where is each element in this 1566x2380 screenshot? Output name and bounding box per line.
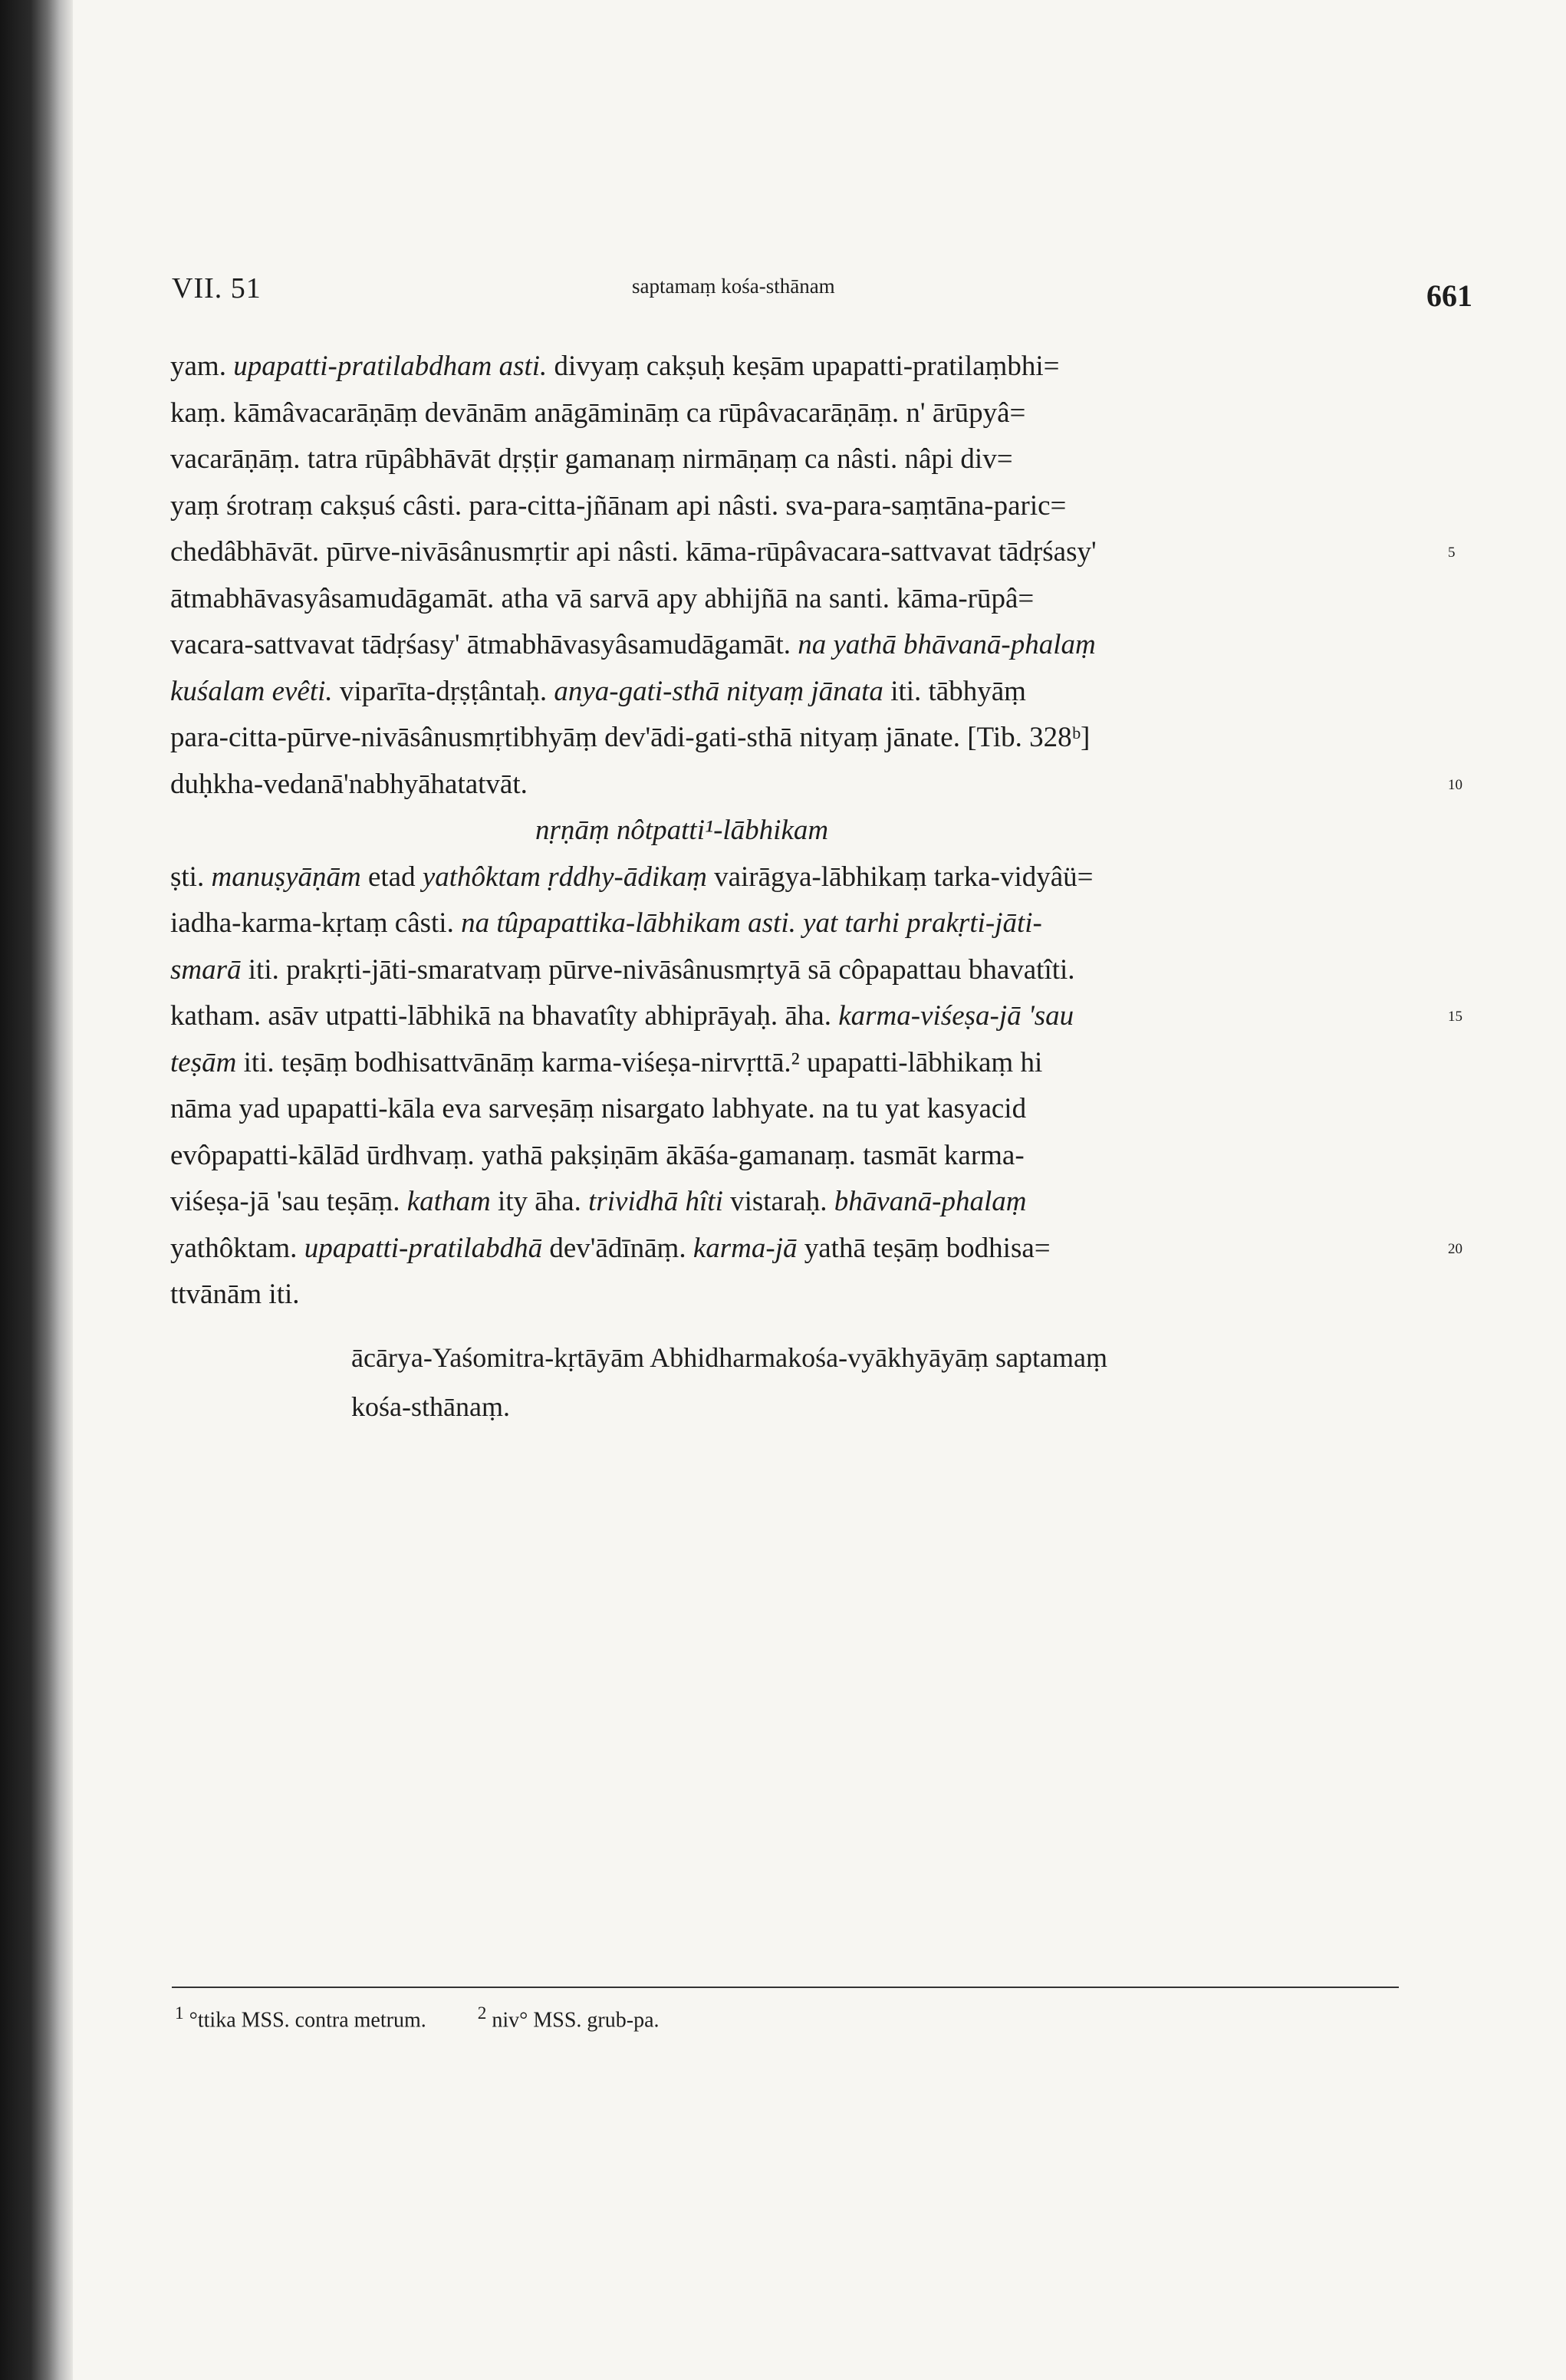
text-line bbox=[170, 947, 1413, 994]
page-number: 661 bbox=[1426, 278, 1472, 313]
text-line bbox=[170, 483, 1413, 530]
text-run: vistaraḥ. bbox=[722, 1186, 834, 1217]
text-run: yathôktam. bbox=[170, 1232, 304, 1264]
italic-run: karma-viśeṣa-jā 'sau bbox=[838, 1000, 1074, 1032]
text-line bbox=[170, 1086, 1413, 1133]
text-run: duḥkha-vedanā'nabhyāhatatvāt. bbox=[170, 768, 528, 800]
text-line bbox=[170, 1272, 1413, 1318]
colophon bbox=[351, 1333, 1425, 1431]
text-line bbox=[170, 715, 1413, 762]
text-line bbox=[170, 576, 1413, 623]
text-run: viśeṣa-jā 'sau teṣāṃ. bbox=[170, 1186, 407, 1217]
italic-run: bhāvanā-phalaṃ bbox=[834, 1186, 1027, 1217]
text-line bbox=[170, 390, 1413, 437]
text-run: etad bbox=[360, 861, 423, 893]
text-line bbox=[170, 854, 1413, 901]
text-run: vacara-sattvavat tādṛśasy' ātmabhāvasyâsamudāgamāt. bbox=[170, 629, 798, 660]
text-run: vacarāṇāṃ. tatra rūpâbhāvāt dṛṣṭir gamanaṃ nirmāṇaṃ ca nâsti. nâpi div= bbox=[170, 443, 1013, 475]
footnote-number: 1 bbox=[175, 2003, 184, 2023]
text-run: chedâbhāvāt. pūrve-nivāsânusmṛtir api nâsti. kāma-rūpâvacara-sattvavat tādṛśasy' bbox=[170, 536, 1097, 568]
italic-run: kuśalam evêti. bbox=[170, 675, 333, 707]
footnote-text: niv° MSS. grub-pa. bbox=[492, 2008, 660, 2033]
text-line bbox=[170, 436, 1413, 483]
text-line bbox=[170, 808, 1413, 854]
text-line bbox=[170, 993, 1413, 1040]
text-line bbox=[170, 1133, 1413, 1180]
footnote-number: 2 bbox=[477, 2003, 487, 2023]
text-line bbox=[170, 529, 1413, 576]
text-run: dev'ādīnāṃ. bbox=[542, 1232, 693, 1264]
italic-run: na tûpapattika-lābhikam asti. yat tarhi prakṛti-jāti- bbox=[461, 907, 1042, 939]
italic-run: manuṣyāṇām bbox=[211, 861, 361, 893]
italic-run: yathôktam ṛddhy-ādikaṃ bbox=[422, 861, 707, 893]
colophon-line: kośa-sthānaṃ. bbox=[351, 1391, 510, 1422]
text-run: para-citta-pūrve-nivāsânusmṛtibhyāṃ dev'ādi-gati-sthā nityaṃ jānate. [Tib. 328ᵇ] bbox=[170, 722, 1091, 753]
text-line bbox=[170, 900, 1413, 947]
text-run: vairāgya-lābhikaṃ tarka-vidyâü= bbox=[706, 861, 1094, 893]
book-binding-shadow bbox=[0, 0, 73, 2380]
text-run: yaṃ śrotraṃ cakṣuś câsti. para-citta-jñānam api nâsti. sva-para-saṃtāna-paric= bbox=[170, 489, 1067, 522]
line-number: 10 bbox=[1448, 776, 1462, 793]
running-title: saptamaṃ kośa-sthānam bbox=[632, 275, 835, 298]
colophon-line: ācārya-Yaśomitra-kṛtāyām Abhidharmakośa-vyākhyāyāṃ saptamaṃ bbox=[351, 1342, 1108, 1373]
text-run: evôpapatti-kālād ūrdhvaṃ. yathā pakṣiṇām ākāśa-gamanaṃ. tasmāt karma- bbox=[170, 1139, 1025, 1171]
text-run: divyaṃ cakṣuḥ keṣām upapatti-pratilaṃbhi= bbox=[547, 351, 1060, 382]
text-run: iti. tābhyāṃ bbox=[883, 675, 1026, 707]
footnote-rule bbox=[172, 1987, 1399, 1988]
line-number: 5 bbox=[1448, 545, 1456, 561]
footnote bbox=[478, 2003, 660, 2033]
italic-run: na yathā bhāvanā-phalaṃ bbox=[798, 629, 1096, 660]
text-run: ttvānām iti. bbox=[170, 1279, 300, 1310]
text-run: ṣti. bbox=[170, 861, 212, 893]
text-run: yam. bbox=[170, 351, 234, 382]
text-run: yathā teṣāṃ bodhisa= bbox=[797, 1232, 1051, 1264]
text-run: iti. prakṛti-jāti-smaratvaṃ pūrve-nivāsânusmṛtyā sā côpapattau bhavatîti. bbox=[241, 953, 1075, 986]
text-run: kaṃ. kāmâvacarāṇāṃ devānām anāgāmināṃ ca rūpâvacarāṇāṃ. n' ārūpyâ= bbox=[170, 397, 1026, 429]
footnotes bbox=[175, 2003, 660, 2033]
italic-run: smarā bbox=[170, 953, 242, 986]
text-run: viparīta-dṛṣṭântaḥ. bbox=[332, 675, 554, 707]
text-line bbox=[170, 1179, 1413, 1226]
text-run: ātmabhāvasyâsamudāgamāt. atha vā sarvā apy abhijñā na santi. kāma-rūpâ= bbox=[170, 582, 1035, 614]
page-header bbox=[172, 268, 1506, 322]
text-line bbox=[170, 622, 1413, 669]
italic-run: karma-jā bbox=[693, 1232, 798, 1264]
italic-run: trividhā hîti bbox=[588, 1186, 723, 1217]
text-run: nāma yad upapatti-kāla eva sarveṣāṃ nisargato labhyate. na tu yat kasyacid bbox=[170, 1093, 1027, 1124]
text-line bbox=[170, 762, 1413, 808]
text-run: katham. asāv utpatti-lābhikā na bhavatîty abhiprāyaḥ. āha. bbox=[170, 1000, 839, 1032]
text-run: iti. teṣāṃ bodhisattvānāṃ karma-viśeṣa-nirvṛttā.² upapatti-lābhikaṃ hi bbox=[236, 1046, 1043, 1078]
text-line bbox=[170, 344, 1413, 390]
footnote bbox=[175, 2003, 426, 2033]
italic-run: upapatti-pratilabdhā bbox=[304, 1232, 543, 1264]
footnote-text: °ttika MSS. contra metrum. bbox=[189, 2008, 426, 2033]
italic-run: teṣām bbox=[170, 1046, 237, 1078]
italic-run: upapatti-pratilabdham asti. bbox=[233, 351, 548, 382]
body-text bbox=[170, 344, 1413, 1318]
italic-run: anya-gati-sthā nityaṃ jānata bbox=[554, 675, 883, 707]
text-line bbox=[170, 669, 1413, 716]
chapter-verse-ref: VII. 51 bbox=[172, 272, 262, 304]
line-number: 20 bbox=[1448, 1240, 1462, 1257]
italic-run: katham bbox=[406, 1186, 491, 1217]
text-line bbox=[170, 1040, 1413, 1087]
text-run: iadha-karma-kṛtaṃ câsti. bbox=[170, 907, 462, 939]
line-number: 15 bbox=[1448, 1009, 1462, 1025]
italic-run: nṛṇāṃ nôtpatti¹-lābhikam bbox=[535, 815, 829, 846]
text-line bbox=[170, 1226, 1413, 1272]
text-run: ity āha. bbox=[490, 1186, 589, 1217]
